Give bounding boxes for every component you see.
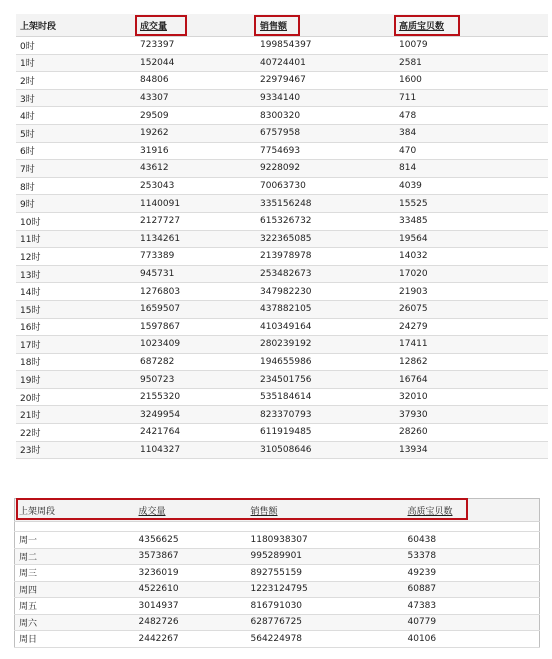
hourly-sales-table	[16, 14, 548, 459]
cell-slot: 10时	[16, 212, 136, 230]
table-header-row	[15, 499, 540, 522]
cell-slot: 6时	[16, 142, 136, 160]
cell-slot: 8时	[16, 177, 136, 195]
cell-quality-items: 26075	[395, 300, 548, 318]
cell-volume: 43307	[136, 89, 256, 107]
cell-quality-items: 2581	[395, 54, 548, 72]
cell-slot: 23时	[16, 441, 136, 459]
cell-quality-items: 60887	[404, 581, 540, 598]
cell-sales-amount: 22979467	[256, 72, 395, 90]
cell-slot: 15时	[16, 300, 136, 318]
table-row	[16, 89, 548, 107]
table-row	[15, 631, 540, 648]
cell-slot: 7时	[16, 160, 136, 178]
table-row	[16, 124, 548, 142]
header-quality-items[interactable]: 高质宝贝数	[404, 499, 540, 522]
cell-volume: 950723	[136, 371, 256, 389]
cell-quality-items: 814	[395, 160, 548, 178]
cell-quality-items: 4039	[395, 177, 548, 195]
cell-volume: 773389	[136, 248, 256, 266]
cell-sales-amount: 9334140	[256, 89, 395, 107]
cell-slot: 周日	[15, 631, 135, 648]
table-row	[16, 54, 548, 72]
cell-volume: 84806	[136, 72, 256, 90]
cell-sales-amount: 335156248	[256, 195, 395, 213]
cell-volume: 19262	[136, 124, 256, 142]
cell-quality-items: 14032	[395, 248, 548, 266]
header-volume[interactable]: 成交量	[136, 14, 256, 37]
table-row	[16, 248, 548, 266]
cell-volume: 1140091	[136, 195, 256, 213]
cell-volume: 3573867	[135, 548, 247, 565]
table-row	[15, 581, 540, 598]
cell-slot: 11时	[16, 230, 136, 248]
table-row	[16, 388, 548, 406]
cell-quality-items: 40106	[404, 631, 540, 648]
cell-slot: 17时	[16, 336, 136, 354]
table-row	[16, 336, 548, 354]
cell-volume: 1276803	[136, 283, 256, 301]
cell-quality-items: 15525	[395, 195, 548, 213]
cell-quality-items: 16764	[395, 371, 548, 389]
cell-volume: 43612	[136, 160, 256, 178]
cell-volume: 152044	[136, 54, 256, 72]
cell-sales-amount: 892755159	[247, 565, 404, 582]
cell-sales-amount: 347982230	[256, 283, 395, 301]
cell-slot: 12时	[16, 248, 136, 266]
cell-quality-items: 470	[395, 142, 548, 160]
cell-volume: 1597867	[136, 318, 256, 336]
cell-slot: 9时	[16, 195, 136, 213]
cell-volume: 3236019	[135, 565, 247, 582]
header-quality-items[interactable]: 高质宝贝数	[395, 14, 548, 37]
cell-quality-items: 12862	[395, 353, 548, 371]
cell-quality-items: 32010	[395, 388, 548, 406]
cell-sales-amount: 8300320	[256, 107, 395, 125]
table-row	[15, 532, 540, 549]
table-row	[16, 177, 548, 195]
cell-sales-amount: 615326732	[256, 212, 395, 230]
cell-slot: 21时	[16, 406, 136, 424]
cell-slot: 18时	[16, 353, 136, 371]
cell-slot: 周四	[15, 581, 135, 598]
cell-quality-items: 40779	[404, 614, 540, 631]
table-row	[16, 300, 548, 318]
cell-quality-items: 478	[395, 107, 548, 125]
cell-slot: 周一	[15, 532, 135, 549]
cell-quality-items: 13934	[395, 441, 548, 459]
cell-slot: 0时	[16, 37, 136, 55]
header-sales-amount[interactable]: 销售额	[247, 499, 404, 522]
cell-slot: 13时	[16, 265, 136, 283]
cell-sales-amount: 6757958	[256, 124, 395, 142]
cell-sales-amount: 234501756	[256, 371, 395, 389]
cell-sales-amount: 194655986	[256, 353, 395, 371]
table-row	[15, 598, 540, 615]
cell-volume: 1659507	[136, 300, 256, 318]
header-volume[interactable]: 成交量	[135, 499, 247, 522]
cell-slot: 19时	[16, 371, 136, 389]
table-row	[16, 72, 548, 90]
cell-quality-items: 711	[395, 89, 548, 107]
cell-volume: 31916	[136, 142, 256, 160]
table-row	[16, 142, 548, 160]
cell-slot: 20时	[16, 388, 136, 406]
cell-slot: 22时	[16, 424, 136, 442]
table-row	[16, 37, 548, 55]
table-row	[16, 212, 548, 230]
cell-quality-items: 24279	[395, 318, 548, 336]
cell-slot: 4时	[16, 107, 136, 125]
cell-volume: 687282	[136, 353, 256, 371]
cell-volume: 29509	[136, 107, 256, 125]
cell-volume: 723397	[136, 37, 256, 55]
cell-quality-items: 10079	[395, 37, 548, 55]
cell-sales-amount: 7754693	[256, 142, 395, 160]
cell-sales-amount: 564224978	[247, 631, 404, 648]
cell-sales-amount: 410349164	[256, 318, 395, 336]
cell-slot: 周二	[15, 548, 135, 565]
cell-sales-amount: 40724401	[256, 54, 395, 72]
cell-volume: 3249954	[136, 406, 256, 424]
table-row	[16, 230, 548, 248]
cell-sales-amount: 816791030	[247, 598, 404, 615]
table-row	[16, 265, 548, 283]
cell-slot: 周三	[15, 565, 135, 582]
cell-sales-amount: 823370793	[256, 406, 395, 424]
cell-quality-items: 21903	[395, 283, 548, 301]
table-row	[16, 107, 548, 125]
cell-sales-amount: 253482673	[256, 265, 395, 283]
cell-sales-amount: 213978978	[256, 248, 395, 266]
cell-volume: 2442267	[135, 631, 247, 648]
cell-quality-items: 17020	[395, 265, 548, 283]
table-row	[16, 318, 548, 336]
cell-quality-items: 1600	[395, 72, 548, 90]
header-time-slot[interactable]: 上架时段	[16, 14, 136, 37]
cell-volume: 2155320	[136, 388, 256, 406]
cell-sales-amount: 280239192	[256, 336, 395, 354]
cell-volume: 1104327	[136, 441, 256, 459]
cell-volume: 945731	[136, 265, 256, 283]
cell-volume: 1023409	[136, 336, 256, 354]
cell-slot: 3时	[16, 89, 136, 107]
cell-sales-amount: 1223124795	[247, 581, 404, 598]
cell-sales-amount: 9228092	[256, 160, 395, 178]
cell-quality-items: 49239	[404, 565, 540, 582]
cell-volume: 1134261	[136, 230, 256, 248]
cell-sales-amount: 1180938307	[247, 532, 404, 549]
cell-volume: 3014937	[135, 598, 247, 615]
cell-sales-amount: 437882105	[256, 300, 395, 318]
spacer-row	[15, 522, 540, 532]
table-row	[16, 371, 548, 389]
cell-volume: 253043	[136, 177, 256, 195]
table-row	[16, 353, 548, 371]
cell-sales-amount: 611919485	[256, 424, 395, 442]
header-sales-amount[interactable]: 销售额	[256, 14, 395, 37]
table-row	[16, 441, 548, 459]
table-row	[15, 614, 540, 631]
header-week-slot[interactable]: 上架周段	[15, 499, 135, 522]
table-row	[16, 424, 548, 442]
cell-quality-items: 37930	[395, 406, 548, 424]
cell-slot: 1时	[16, 54, 136, 72]
cell-slot: 14时	[16, 283, 136, 301]
table-header-row	[16, 14, 548, 37]
cell-quality-items: 17411	[395, 336, 548, 354]
table-row	[16, 160, 548, 178]
weekday-sales-table	[14, 498, 540, 648]
cell-quality-items: 60438	[404, 532, 540, 549]
cell-slot: 2时	[16, 72, 136, 90]
table-row	[15, 548, 540, 565]
cell-volume: 4522610	[135, 581, 247, 598]
cell-quality-items: 384	[395, 124, 548, 142]
cell-volume: 4356625	[135, 532, 247, 549]
cell-sales-amount: 995289901	[247, 548, 404, 565]
cell-sales-amount: 535184614	[256, 388, 395, 406]
cell-sales-amount: 199854397	[256, 37, 395, 55]
cell-quality-items: 28260	[395, 424, 548, 442]
cell-slot: 周五	[15, 598, 135, 615]
cell-quality-items: 47383	[404, 598, 540, 615]
cell-quality-items: 33485	[395, 212, 548, 230]
cell-sales-amount: 628776725	[247, 614, 404, 631]
table-row	[16, 406, 548, 424]
cell-sales-amount: 322365085	[256, 230, 395, 248]
table-row	[15, 565, 540, 582]
cell-volume: 2127727	[136, 212, 256, 230]
cell-quality-items: 53378	[404, 548, 540, 565]
cell-slot: 16时	[16, 318, 136, 336]
table-row	[16, 195, 548, 213]
cell-volume: 2421764	[136, 424, 256, 442]
cell-sales-amount: 310508646	[256, 441, 395, 459]
cell-volume: 2482726	[135, 614, 247, 631]
cell-sales-amount: 70063730	[256, 177, 395, 195]
cell-slot: 周六	[15, 614, 135, 631]
cell-slot: 5时	[16, 124, 136, 142]
table-row	[16, 283, 548, 301]
cell-quality-items: 19564	[395, 230, 548, 248]
